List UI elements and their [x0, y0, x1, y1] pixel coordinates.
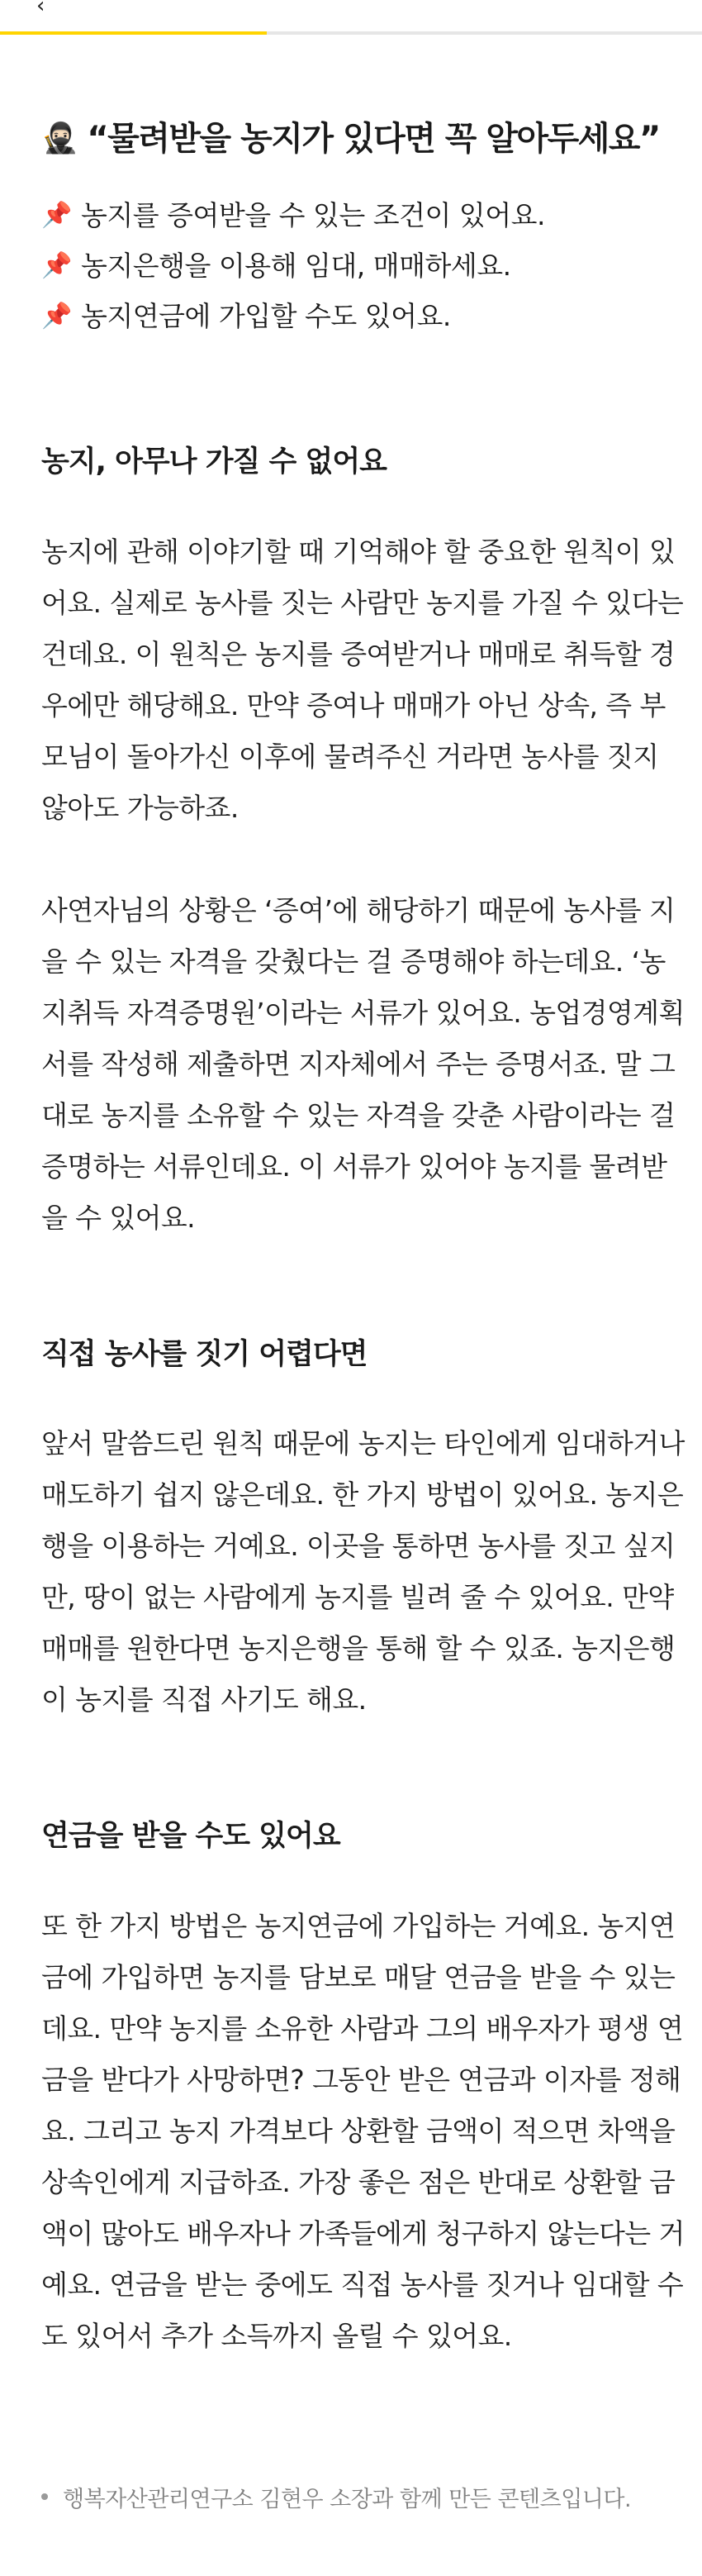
pushpin-icon: 📌 — [41, 302, 72, 331]
paragraph-line: 만, 땅이 없는 사람에게 농지를 빌려 줄 수 있어요. 만약 — [41, 1581, 674, 1613]
article-headline — [41, 117, 661, 160]
headline-text: “물려받을 농지가 있다면 꼭 알아두세요” — [87, 120, 660, 158]
paragraph-line: 금을 받다가 사망하면? 그동안 받은 연금과 이자를 정해 — [41, 2063, 681, 2096]
summary-item-text: 농지를 증여받을 수 있는 조건이 있어요. — [81, 199, 545, 231]
paragraph-line: 이 농지를 직접 사기도 해요. — [41, 1683, 367, 1716]
paragraph-line: 건데요. 이 원칙은 농지를 증여받거나 매매로 취득할 경 — [41, 637, 676, 670]
pushpin-icon: 📌 — [41, 201, 72, 230]
paragraph-line: 우에만 해당해요. 만약 증여나 매매가 아닌 상속, 즉 부 — [41, 688, 666, 721]
paragraph-line: 을 수 있어요. — [41, 1201, 196, 1234]
paragraph-line: 액이 많아도 배우자나 가족들에게 청구하지 않는다는 거 — [41, 2217, 685, 2250]
paragraph-line: 않아도 가능하죠. — [41, 791, 239, 824]
paragraph — [41, 526, 684, 834]
paragraph-line: 증명하는 서류인데요. 이 서류가 있어야 농지를 물려받 — [41, 1150, 667, 1183]
paragraph-line: 예요. 연금을 받는 중에도 직접 농사를 짓거나 임대할 수 — [41, 2268, 684, 2301]
footnote — [41, 2481, 661, 2513]
top-bar — [0, 0, 702, 36]
paragraph-line: 매도하기 쉽지 않은데요. 한 가지 방법이 있어요. 농지은 — [41, 1478, 684, 1511]
reading-progress-bar — [0, 31, 702, 35]
reading-progress-fill — [0, 31, 267, 35]
paragraph-line: 행을 이용하는 거예요. 이곳을 통하면 농사를 짓고 싶지 — [41, 1530, 676, 1562]
summary-item-text: 농지연금에 가입할 수도 있어요. — [81, 300, 451, 332]
paragraph-line: 을 수 있는 자격을 갖췄다는 걸 증명해야 하는데요. ‘농 — [41, 945, 666, 978]
paragraph — [41, 1418, 685, 1726]
paragraph-line: 농지에 관해 이야기할 때 기억해야 할 중요한 원칙이 있 — [41, 535, 676, 568]
paragraph-line: 매매를 원한다면 농지은행을 통해 할 수 있죠. 농지은행 — [41, 1632, 676, 1664]
paragraph-line: 도 있어서 추가 소득까지 올릴 수 있어요. — [41, 2319, 512, 2352]
paragraph-line: 지취득 자격증명원’이라는 서류가 있어요. 농업경영계획 — [41, 996, 685, 1029]
bullet-dot-icon — [41, 2493, 48, 2500]
chevron-left-icon[interactable]: ‹ — [36, 0, 45, 18]
footnote-text: 행복자산관리연구소 김현우 소장과 함께 만든 콘텐츠입니다. — [63, 2486, 632, 2512]
paragraph — [41, 1901, 685, 2362]
section-title: 농지, 아무나 가질 수 없어요 — [41, 445, 387, 479]
paragraph-line: 금에 가입하면 농지를 담보로 매달 연금을 받을 수 있는 — [41, 1960, 676, 1993]
paragraph-line: 요. 그리고 농지 가격보다 상환할 금액이 적으면 차액을 — [41, 2114, 676, 2147]
paragraph-line: 대로 농지를 소유할 수 있는 자격을 갖춘 사람이라는 걸 — [41, 1098, 676, 1131]
pushpin-icon: 📌 — [41, 251, 72, 280]
paragraph-line: 모님이 돌아가신 이후에 물려주신 거라면 농사를 짓지 — [41, 740, 659, 773]
summary-item — [41, 291, 661, 341]
section-title: 직접 농사를 짓기 어렵다면 — [41, 1337, 368, 1371]
ninja-emoji-icon: 🥷🏻 — [41, 121, 78, 155]
paragraph — [41, 885, 685, 1244]
paragraph-line: 앞서 말씀드린 원칙 때문에 농지는 타인에게 임대하거나 — [41, 1427, 685, 1459]
summary-item-text: 농지은행을 이용해 임대, 매매하세요. — [81, 250, 511, 282]
summary-item — [41, 190, 661, 240]
paragraph-line: 데요. 만약 농지를 소유한 사람과 그의 배우자가 평생 연 — [41, 2012, 684, 2045]
paragraph-line: 상속인에게 지급하죠. 가장 좋은 점은 반대로 상환할 금 — [41, 2165, 676, 2198]
paragraph-line: 사연자님의 상황은 ‘증여’에 해당하기 때문에 농사를 지 — [41, 893, 676, 926]
paragraph-line: 또 한 가지 방법은 농지연금에 가입하는 거예요. 농지연 — [41, 1909, 676, 1942]
summary-list — [41, 190, 661, 341]
paragraph-line: 서를 작성해 제출하면 지자체에서 주는 증명서죠. 말 그 — [41, 1047, 676, 1080]
paragraph-line: 어요. 실제로 농사를 짓는 사람만 농지를 가질 수 있다는 — [41, 586, 684, 619]
section-title: 연금을 받을 수도 있어요 — [41, 1820, 340, 1853]
summary-item — [41, 240, 661, 291]
article-body — [0, 117, 702, 2513]
